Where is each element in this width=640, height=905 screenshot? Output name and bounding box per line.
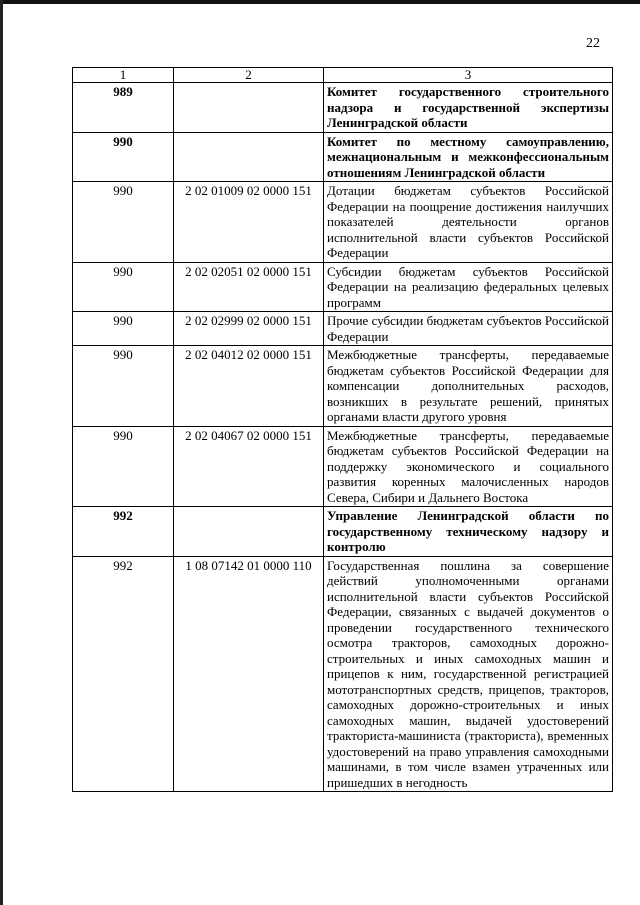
kbk-code-cell: 2 02 02051 02 0000 151 [174, 262, 324, 312]
name-cell: Комитет государственного строительного надзора и государственной экспертизы Ленинградской области [324, 83, 613, 133]
admin-code-cell: 990 [73, 346, 174, 427]
header-col-1: 1 [73, 68, 174, 83]
table-row [73, 83, 613, 133]
header-col-2: 2 [174, 68, 324, 83]
admin-code-cell: 990 [73, 132, 174, 182]
name-cell: Межбюджетные трансферты, передаваемые бюджетам субъектов Российской Федерации для компенсации дополнительных расходов, возникших в результате решений, принятых органами власти другого уровня [324, 346, 613, 427]
kbk-code-cell [174, 83, 324, 133]
scan-left-border [0, 0, 3, 905]
admin-code-cell: 992 [73, 507, 174, 557]
kbk-code-cell [174, 507, 324, 557]
table-row [73, 262, 613, 312]
kbk-code-cell: 2 02 01009 02 0000 151 [174, 182, 324, 263]
table-header-row [73, 68, 613, 83]
name-cell: Комитет по местному самоуправлению, межнациональным и межконфессиональным отношениям Ленинградской области [324, 132, 613, 182]
header-col-3: 3 [324, 68, 613, 83]
kbk-code-cell: 2 02 02999 02 0000 151 [174, 312, 324, 346]
kbk-code-cell: 2 02 04067 02 0000 151 [174, 426, 324, 507]
table-row [73, 132, 613, 182]
name-cell: Субсидии бюджетам субъектов Российской Федерации на реализацию федеральных целевых программ [324, 262, 613, 312]
table-body [73, 83, 613, 792]
table-row [73, 556, 613, 792]
revenue-codes-table [72, 67, 613, 792]
name-cell: Государственная пошлина за совершение действий уполномоченными органами исполнительной власти субъектов Российской Федерации, связанных с выдачей документов о проведении государственного технического осмотра тракторов, самоходных дорожно-строительных и иных самоходных машин и прицепов к ним, государственной регистрацией мототранспортных средств, прицепов, тракторов, самоходных дорожно-строительных и иных самоходных машин, выдачей удостоверений тракториста-машиниста (тракториста), временных удостоверений на право управления самоходными машинами, в том числе взамен утраченных или пришедших в негодность [324, 556, 613, 792]
name-cell: Управление Ленинградской области по государственному техническому надзору и контролю [324, 507, 613, 557]
kbk-code-cell: 2 02 04012 02 0000 151 [174, 346, 324, 427]
admin-code-cell: 990 [73, 312, 174, 346]
scan-top-border [0, 0, 640, 4]
table-row [73, 426, 613, 507]
table-row [73, 312, 613, 346]
name-cell: Дотации бюджетам субъектов Российской Федерации на поощрение достижения наилучших показателей деятельности органов исполнительной власти субъектов Российской Федерации [324, 182, 613, 263]
table-row [73, 507, 613, 557]
admin-code-cell: 990 [73, 182, 174, 263]
table-row [73, 346, 613, 427]
kbk-code-cell [174, 132, 324, 182]
admin-code-cell: 989 [73, 83, 174, 133]
admin-code-cell: 990 [73, 426, 174, 507]
admin-code-cell: 992 [73, 556, 174, 792]
admin-code-cell: 990 [73, 262, 174, 312]
name-cell: Прочие субсидии бюджетам субъектов Российской Федерации [324, 312, 613, 346]
table-row [73, 182, 613, 263]
name-cell: Межбюджетные трансферты, передаваемые бюджетам субъектов Российской Федерации на поддержку экономического и социального развития коренных малочисленных народов Севера, Сибири и Дальнего Востока [324, 426, 613, 507]
kbk-code-cell: 1 08 07142 01 0000 110 [174, 556, 324, 792]
page-number: 22 [586, 36, 600, 51]
